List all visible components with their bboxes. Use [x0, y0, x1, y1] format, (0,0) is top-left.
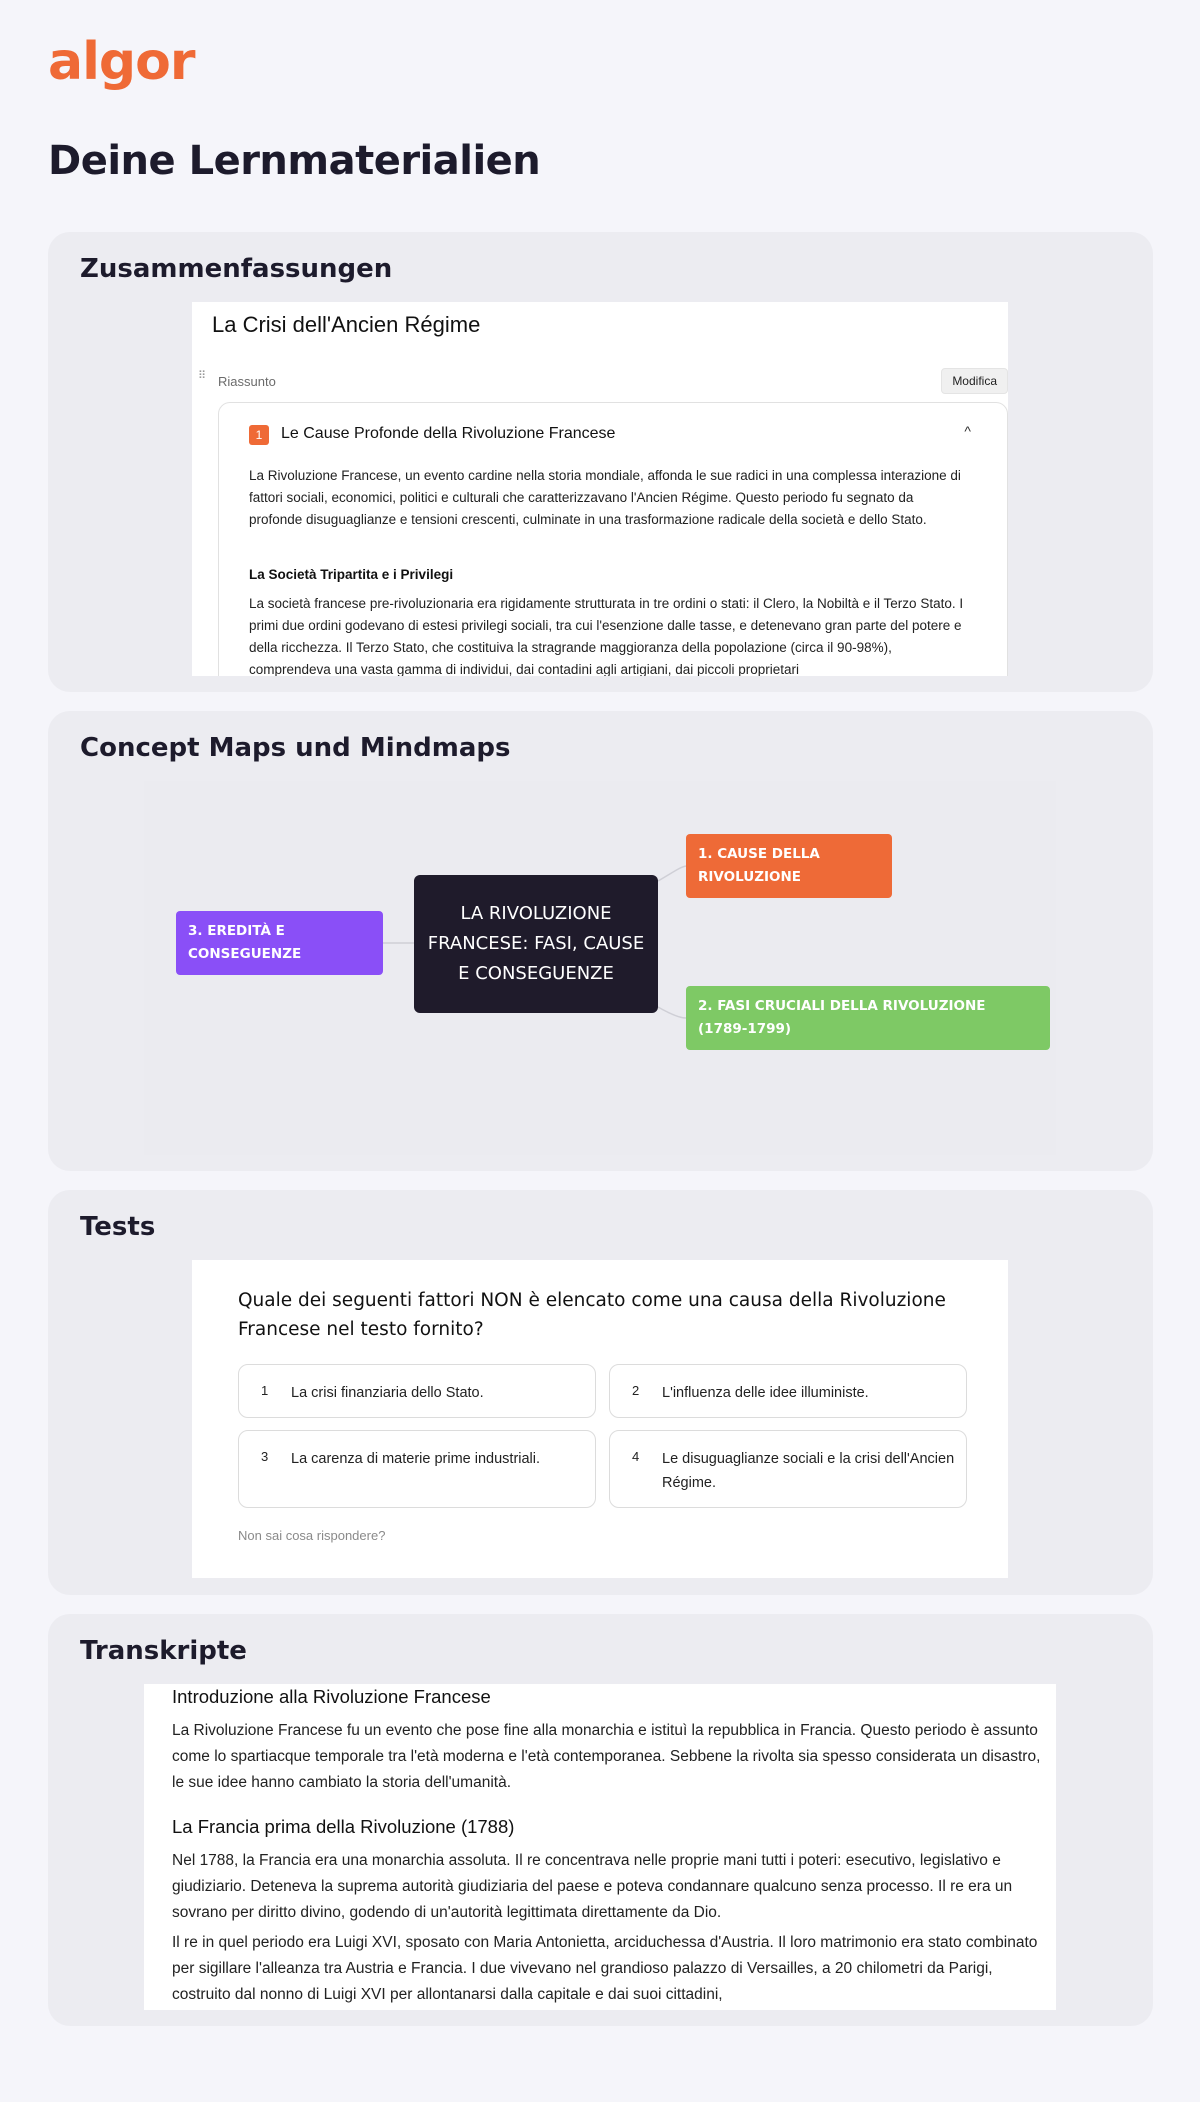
page-title: Deine Lernmaterialien — [48, 138, 541, 184]
summary-doc-title: La Crisi dell'Ancien Régime — [212, 312, 481, 337]
mindmap-node-causes[interactable]: 1. CAUSE DELLA RIVOLUZIONE — [686, 834, 892, 898]
quiz-preview — [192, 1260, 1008, 1578]
option-label: La carenza di materie prime industriali. — [291, 1451, 541, 1467]
edge-center-node-1 — [658, 866, 686, 881]
chevron-up-icon[interactable]: ^ — [964, 423, 971, 439]
option-number: 4 — [632, 1449, 640, 1464]
tests-card — [48, 1190, 1153, 1595]
help-link[interactable]: Non sai cosa rispondere? — [238, 1528, 386, 1543]
concept-maps-title: Concept Maps und Mindmaps — [80, 733, 511, 763]
summary-subheading: La Società Tripartita e i Privilegi — [249, 567, 454, 582]
transcript-preview[interactable] — [144, 1684, 1056, 2010]
transcripts-title: Transkripte — [80, 1636, 247, 1666]
tests-title: Tests — [80, 1212, 156, 1242]
option-label: Le disuguaglianze sociali e la crisi dell'Ancien Régime. — [662, 1451, 955, 1491]
option-number: 1 — [261, 1383, 269, 1398]
answer-option-2[interactable] — [609, 1364, 967, 1418]
mindmap-node-legacy[interactable]: 3. EREDITÀ E CONSEGUENZE — [176, 911, 383, 975]
edge-center-node-2 — [658, 1007, 686, 1018]
answer-option-1[interactable] — [238, 1364, 596, 1418]
option-label: La crisi finanziaria dello Stato. — [291, 1385, 484, 1401]
transcript-heading: Introduzione alla Rivoluzione Francese — [172, 1686, 491, 1707]
summaries-card — [48, 232, 1153, 692]
option-number: 2 — [632, 1383, 640, 1398]
answer-option-4[interactable] — [609, 1430, 967, 1508]
algor-logo[interactable]: algor — [48, 32, 195, 92]
section-number-badge: 1 — [249, 425, 269, 445]
mindmap-node-phases[interactable]: 2. FASI CRUCIALI DELLA RIVOLUZIONE (1789-1799) — [686, 986, 1050, 1050]
summary-label: Riassunto — [218, 374, 276, 389]
summary-paragraph: La Rivoluzione Francese, un evento cardine nella storia mondiale, affonda le sue radici in una complessa interazione di fattori sociali, economici, politici e culturali che caratterizzavano l'Ancien Régime. Questo periodo fu segnato da profonde disuguaglianze e tensioni crescenti, culminate in una trasformazione radicale della società e dello Stato. — [249, 468, 961, 527]
option-number: 3 — [261, 1449, 269, 1464]
quiz-question: Quale dei seguenti fattori NON è elencato come una causa della Rivoluzione Francese nel testo fornito? — [238, 1290, 946, 1340]
answer-option-3[interactable] — [238, 1430, 596, 1508]
mindmap-canvas[interactable] — [144, 781, 1056, 1155]
edit-button[interactable]: Modifica — [941, 368, 1008, 394]
drag-handle-icon[interactable]: ⠿ — [198, 370, 207, 382]
option-label: L'influenza delle idee illuministe. — [662, 1385, 869, 1401]
section-title: Le Cause Profonde della Rivoluzione Francese — [281, 425, 616, 442]
summaries-title: Zusammenfassungen — [80, 254, 393, 284]
mindmap-central-node[interactable]: LA RIVOLUZIONE FRANCESE: FASI, CAUSE E CONSEGUENZE — [414, 875, 658, 1013]
concept-maps-card — [48, 711, 1153, 1171]
transcript-paragraph: La Rivoluzione Francese fu un evento che pose fine alla monarchia e istituì la repubblica in Francia. Questo periodo è assunto come lo spartiacque temporale tra l'età moderna e l'età contemporanea. Sebbene la rivolta sia spesso considerata un disastro, le sue idee hanno cambiato la storia dell'umanità. — [172, 1722, 1041, 1791]
summary-preview[interactable] — [192, 302, 1008, 676]
transcripts-card — [48, 1614, 1153, 2026]
transcript-heading: La Francia prima della Rivoluzione (1788) — [172, 1816, 515, 1837]
transcript-paragraph: Il re in quel periodo era Luigi XVI, sposato con Maria Antonietta, arciduchessa d'Austria. Il loro matrimonio era stato combinato per sigillare l'alleanza tra Austria e Francia. I due vivevano nel grandioso palazzo di Versailles, a 20 chilometri da Parigi, costruito dal nonno di Luigi XVI per allontanarsi dalla capitale e dai suoi cittadini, — [172, 1934, 1038, 2003]
transcript-paragraph: Nel 1788, la Francia era una monarchia assoluta. Il re concentrava nelle proprie mani tutti i poteri: esecutivo, legislativo e giudiziario. Deteneva la suprema autorità giudiziaria del paese e poteva condannare qualcuno senza processo. Il re era un sovrano per diritto divino, godendo di un'autorità legittimata direttamente da Dio. — [172, 1852, 1013, 1921]
summary-paragraph: La società francese pre-rivoluzionaria era rigidamente strutturata in tre ordini o stati: il Clero, la Nobiltà e il Terzo Stato. I primi due ordini godevano di estesi privilegi sociali, tra cui l'esenzione dalle tasse, e detenevano gran parte del potere e della ricchezza. Il Terzo Stato, che costituiva la stragrande maggioranza della popolazione (circa il 90-98%), comprendeva una vasta gamma di individui, dai contadini agli artigiani, dai piccoli proprietari — [249, 596, 964, 676]
summary-section — [218, 402, 1008, 676]
